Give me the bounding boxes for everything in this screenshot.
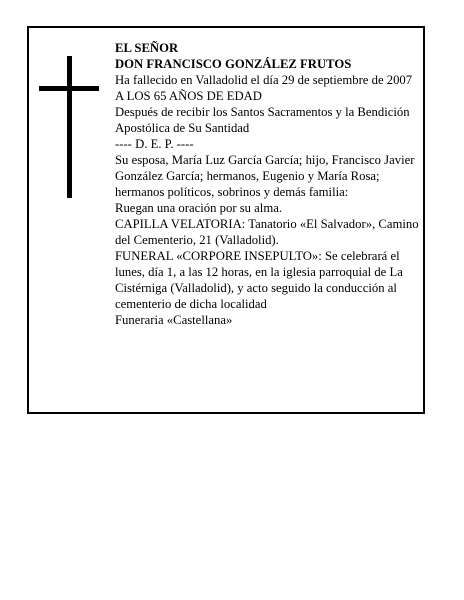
age-line: A LOS 65 AÑOS DE EDAD xyxy=(115,89,262,103)
chapel-line: CAPILLA VELATORIA: Tanatorio «El Salvador», Camino del Cementerio, 21 (Valladolid). xyxy=(115,217,419,247)
sacraments-line: Después de recibir los Santos Sacramentos y la Bendición Apostólica de Su Santidad xyxy=(115,105,410,135)
rip-line: ---- D. E. P. ---- xyxy=(115,137,194,151)
funeral-home-line: Funeraria «Castellana» xyxy=(115,313,233,327)
death-date-line: Ha fallecido en Valladolid el día 29 de septiembre de 2007 xyxy=(115,73,413,87)
obituary-text xyxy=(115,40,423,328)
prayer-line: Ruegan una oración por su alma. xyxy=(115,201,283,215)
family-line: Su esposa, María Luz García García; hijo, Francisco Javier González García; hermanos, Eugenio y María Rosa; hermanos políticos, sobrinos y demás familia: xyxy=(115,153,415,199)
cross-horizontal-bar xyxy=(39,86,99,91)
cross-vertical-bar xyxy=(67,56,72,198)
funeral-line: FUNERAL «CORPORE INSEPULTO»: Se celebrará el lunes, día 1, a las 12 horas, en la iglesia parroquial de La Cistérniga (Valladolid), y acto seguido la conducción al cementerio de dicha localidad xyxy=(115,249,403,311)
obituary-notice xyxy=(27,26,425,414)
deceased-name: DON FRANCISCO GONZÁLEZ FRUTOS xyxy=(115,57,352,71)
honorific-line: EL SEÑOR xyxy=(115,41,179,55)
